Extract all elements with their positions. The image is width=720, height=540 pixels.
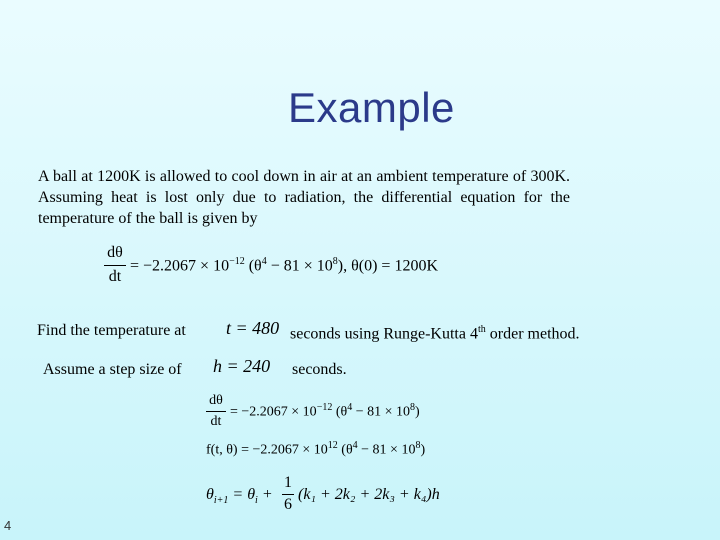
ode-repeat-equation: dθ dt = $-2.2067 \times 10^{-12}$ $(\theta^4 - 81 \times 10^8)$ <box>206 393 456 437</box>
find-prefix: Find the temperature at <box>37 322 186 339</box>
slide-number: 4 <box>4 518 12 533</box>
ode-lhs-numerator: dθ <box>107 244 123 261</box>
find-suffix: seconds using Runge-Kutta 4th order method. <box>290 324 580 343</box>
t-value: t = 480 <box>226 318 280 338</box>
slide-title: Example <box>288 84 455 131</box>
h-value: h = 240 <box>213 356 271 376</box>
initial-condition: θ(0) = 1200K <box>351 257 438 275</box>
ode-rhs: = $-2.2067 \times 10^{-12}$ $(\theta^4 - 81 \times 10^8)$, θ(0) = 1200K <box>130 256 438 275</box>
problem-statement: A ball at 1200K is allowed to cool down in air at an ambient temperature of 300K. Assuming heat is lost only due to radiation, the differential equation for the temperature of the ball is given by <box>38 168 570 227</box>
f-definition-equation: f(t, $\theta) = -2.2067 \times 10^{12}$ $(\theta^4 - 81 \times 10^8)$ <box>206 440 426 458</box>
ode-lhs-denominator: dt <box>108 268 122 285</box>
ode-main-equation <box>104 244 444 292</box>
rk4-formula: $\theta_{i+1} = \theta_i$ + 1 6 (k₁ + 2k₂ + 2k₃ + k₄)h <box>206 474 440 513</box>
fraction-bar <box>104 265 126 266</box>
step-prefix: Assume a step size of <box>43 361 182 378</box>
step-suffix: seconds. <box>292 361 347 378</box>
